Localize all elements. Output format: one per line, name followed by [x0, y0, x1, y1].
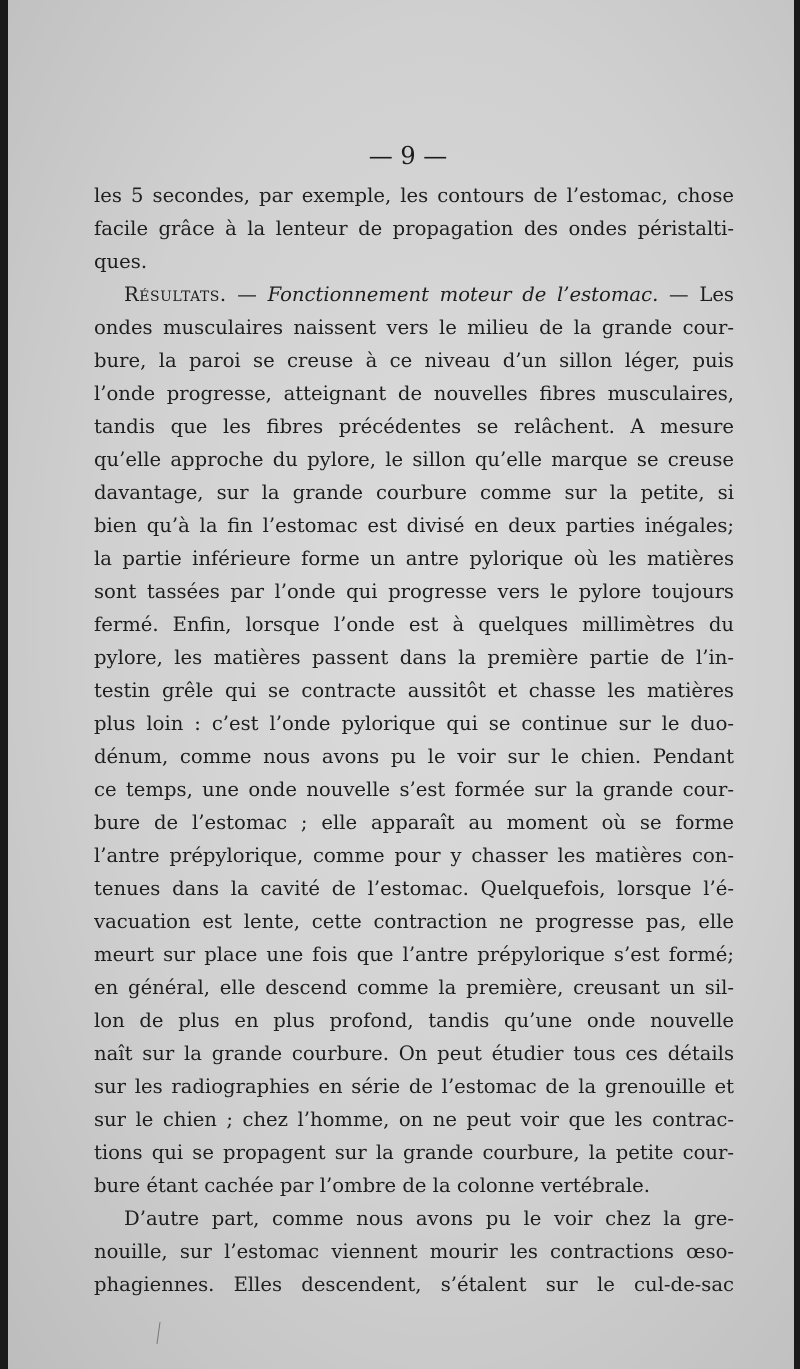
text-line: qu’elle approche du pylore, le sillon qu’elle marque se creuse [94, 448, 734, 471]
heading-rest: — Les [658, 283, 734, 306]
text-line: vacuation est lente, cette contraction ne progresse pas, elle [94, 910, 734, 933]
text-line: plus loin : c’est l’onde pylorique qui se continue sur le duo- [94, 712, 734, 735]
text-line: sont tassées par l’onde qui progresse vers le pylore toujours [94, 580, 734, 603]
document-page [8, 0, 794, 1369]
text-line: nouille, sur l’estomac viennent mourir les contractions œso- [94, 1240, 734, 1263]
text-line: meurt sur place une fois que l’antre prépylorique s’est formé; [94, 943, 734, 966]
paragraph-2 [94, 278, 734, 1202]
page-number: — 9 — [368, 142, 448, 170]
text-line: bure étant cachée par l’ombre de la colonne vertébrale. [94, 1174, 650, 1197]
text-line: tandis que les fibres précédentes se relâchent. A mesure [94, 415, 734, 438]
text-line: phagiennes. Elles descendent, s’étalent sur le cul-de-sac [94, 1273, 734, 1296]
ink-mark [156, 1322, 160, 1344]
text-line: bure, la paroi se creuse à ce niveau d’un sillon léger, puis [94, 349, 734, 372]
body-text [94, 179, 734, 1301]
text-line: D’autre part, comme nous avons pu le voir chez la gre- [124, 1207, 734, 1230]
text-line: bure de l’estomac ; elle apparaît au moment où se forme [94, 811, 734, 834]
text-line: testin grêle qui se contracte aussitôt et chasse les matières [94, 679, 734, 702]
section-heading-line [94, 278, 734, 311]
heading-dash: — [226, 283, 268, 306]
text-line: ondes musculaires naissent vers le milieu de la grande cour- [94, 316, 734, 339]
text-line: naît sur la grande courbure. On peut étudier tous ces détails [94, 1042, 734, 1065]
text-line: tions qui se propagent sur la grande courbure, la petite cour- [94, 1141, 734, 1164]
section-heading: Résultats. [124, 283, 227, 306]
section-title: Fonctionnement moteur de l’estomac. [267, 283, 659, 306]
text-line: bien qu’à la fin l’estomac est divisé en deux parties inégales; [94, 514, 734, 537]
paragraph-1 [94, 179, 734, 278]
text-line: dénum, comme nous avons pu le voir sur le chien. Pendant [94, 745, 734, 768]
text-line: davantage, sur la grande courbure comme sur la petite, si [94, 481, 734, 504]
text-line: ce temps, une onde nouvelle s’est formée sur la grande cour- [94, 778, 734, 801]
text-line: l’antre prépylorique, comme pour y chasser les matières con- [94, 844, 734, 867]
text-line: sur les radiographies en série de l’estomac de la grenouille et [94, 1075, 734, 1098]
text-line: en général, elle descend comme la première, creusant un sil- [94, 976, 734, 999]
text-line: les 5 secondes, par exemple, les contours de l’estomac, chose [94, 184, 734, 207]
text-line: tenues dans la cavité de l’estomac. Quelquefois, lorsque l’é- [94, 877, 734, 900]
text-line: l’onde progresse, atteignant de nouvelles fibres musculaires, [94, 382, 734, 405]
text-line: sur le chien ; chez l’homme, on ne peut voir que les contrac- [94, 1108, 734, 1131]
text-line: fermé. Enfin, lorsque l’onde est à quelques millimètres du [94, 613, 734, 636]
text-line: lon de plus en plus profond, tandis qu’une onde nouvelle [94, 1009, 734, 1032]
text-line: pylore, les matières passent dans la première partie de l’in- [94, 646, 734, 669]
text-line: ques. [94, 250, 148, 273]
text-line: la partie inférieure forme un antre pylorique où les matières [94, 547, 734, 570]
paragraph-3 [94, 1202, 734, 1301]
text-line: facile grâce à la lenteur de propagation des ondes péristalti- [94, 217, 734, 240]
